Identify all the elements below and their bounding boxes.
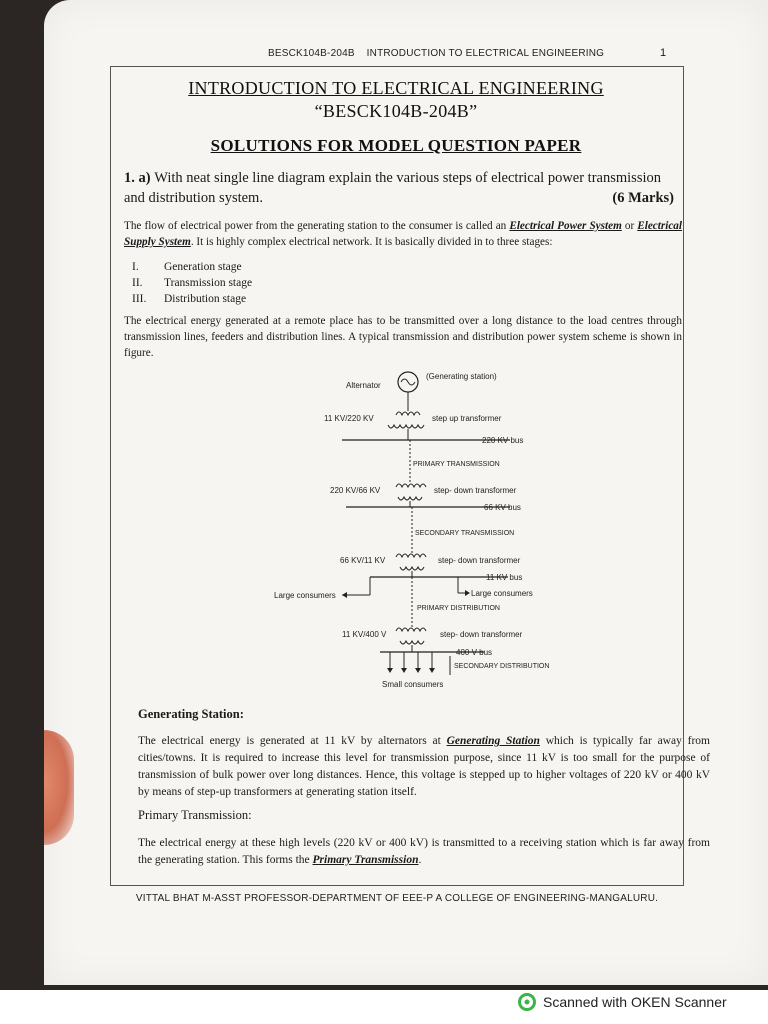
intro-text-2: or: [624, 220, 635, 232]
transformer-1-secondary: [388, 425, 424, 428]
arrow-left-icon: [342, 592, 347, 598]
list-item: I. Generation stage: [132, 261, 242, 273]
transformer-2-secondary: [398, 497, 422, 500]
page-footer: VITTAL BHAT M-ASST PROFESSOR-DEPARTMENT OF EEE-P A COLLEGE OF ENGINEERING-MANGALURU.: [135, 893, 659, 904]
transformer-2-primary: [396, 484, 426, 487]
primary-text-2: .: [418, 854, 422, 866]
transformer-3-secondary: [400, 567, 424, 570]
t4-voltage: 11 KV/400 V: [342, 630, 387, 639]
term-electrical-supply-system: Electrical Supply System: [124, 220, 683, 248]
sine-icon: [401, 379, 415, 385]
term-primary-transmission: Primary Transmission: [312, 854, 419, 866]
intro-paragraph: [124, 218, 682, 250]
primary-transmission-paragraph: [138, 835, 710, 869]
bus4-label: 400 V bus: [456, 648, 493, 657]
gen-station-label: (Generating station): [426, 372, 497, 381]
t3-label: step- down transformer: [438, 556, 521, 565]
scanner-label: Scanned with OKEN Scanner: [543, 994, 727, 1010]
course-code: BESCK104B-204B: [268, 48, 355, 59]
title-line-3: SOLUTIONS FOR MODEL QUESTION PAPER: [210, 136, 582, 155]
t1-label: step up transformer: [432, 414, 502, 423]
primary-text-1: The electrical energy at these high levels (220 kV or 400 kV) is transmitted to a receiving station which is far away from the generating station. This forms the: [138, 837, 710, 866]
transformer-1-primary: [396, 412, 420, 415]
arrow-down-icon: [429, 668, 435, 673]
arrow-down-icon: [387, 668, 393, 673]
secondary-transmission-label: SECONDARY TRANSMISSION: [415, 530, 515, 537]
t2-label: step- down transformer: [434, 486, 517, 495]
oken-logo-icon: [518, 993, 536, 1011]
generating-station-paragraph: [138, 733, 710, 801]
t4-label: step- down transformer: [440, 630, 523, 639]
question-1a: [124, 168, 680, 208]
heading-generating-station: Generating Station:: [138, 707, 244, 721]
thumb-shadow: [44, 730, 74, 845]
large-consumers-right: Large consumers: [471, 589, 533, 598]
page-number: 1: [660, 47, 667, 59]
alternator-label: Alternator: [346, 381, 381, 390]
t1-voltage: 11 KV/220 KV: [324, 414, 374, 423]
question-text: With neat single line diagram explain the various steps of electrical power transmission and distribution system.: [124, 170, 661, 206]
t2-voltage: 220 KV/66 KV: [330, 486, 381, 495]
secondary-distribution-label: SECONDARY DISTRIBUTION: [454, 663, 550, 670]
intro-text-1: The flow of electrical power from the generating station to the consumer is called an: [124, 220, 507, 232]
list-item: III. Distribution stage: [132, 293, 247, 305]
term-electrical-power-system: Electrical Power System: [509, 220, 622, 232]
term-generating-station: Generating Station: [446, 735, 540, 747]
list-item: II. Transmission stage: [132, 277, 253, 289]
bus3-label: 11 KV bus: [486, 573, 523, 582]
large-consumers-left: Large consumers: [274, 591, 336, 600]
scanner-watermark: [518, 993, 727, 1011]
single-line-diagram: [270, 365, 570, 700]
transmission-paragraph: The electrical energy generated at a remote place has to be transmitted over a long distance to the load centres through transmission lines, feeders and distribution lines. A typical transmission and distribution power system scheme is shown in figure.: [124, 315, 682, 359]
arrow-down-icon: [415, 668, 421, 673]
question-marks: (6 Marks): [612, 190, 674, 206]
small-consumers-label: Small consumers: [382, 680, 444, 689]
transformer-3-primary: [396, 554, 426, 557]
question-number: 1. a): [124, 170, 151, 186]
bus2-label: 66 KV bus: [484, 503, 521, 512]
transformer-4-primary: [396, 628, 426, 631]
transformer-4-secondary: [400, 641, 424, 644]
t3-voltage: 66 KV/11 KV: [340, 556, 386, 565]
course-title: INTRODUCTION TO ELECTRICAL ENGINEERING: [366, 48, 605, 59]
title-line-1: INTRODUCTION TO ELECTRICAL ENGINEERING: [188, 78, 604, 98]
stages-list: [132, 259, 252, 307]
title-line-2: “BESCK104B-204B”: [314, 101, 478, 121]
arrow-right-icon: [465, 590, 470, 596]
running-header: [268, 48, 604, 59]
gen-text-1: The electrical energy is generated at 11 kV by alternators at: [138, 735, 441, 747]
arrow-down-icon: [401, 668, 407, 673]
bus1-label: 220 KV bus: [482, 436, 524, 445]
intro-text-3: . It is highly complex electrical network. It is basically divided in to three stages:: [190, 236, 553, 248]
primary-distribution-label: PRIMARY DISTRIBUTION: [417, 605, 500, 612]
heading-primary-transmission: Primary Transmission:: [138, 808, 252, 822]
gen-text-2: which is typically far away from cities/towns. It is required to increase this level for transmission purpose, since 11 kV is too small for the purpose of transmission of bulk power over long distances. Hence, this voltage is stepped up to higher voltages of 220 kV or 400 kV by means of step-up transformers at generating station itself.: [138, 735, 710, 798]
primary-transmission-label: PRIMARY TRANSMISSION: [413, 461, 500, 468]
